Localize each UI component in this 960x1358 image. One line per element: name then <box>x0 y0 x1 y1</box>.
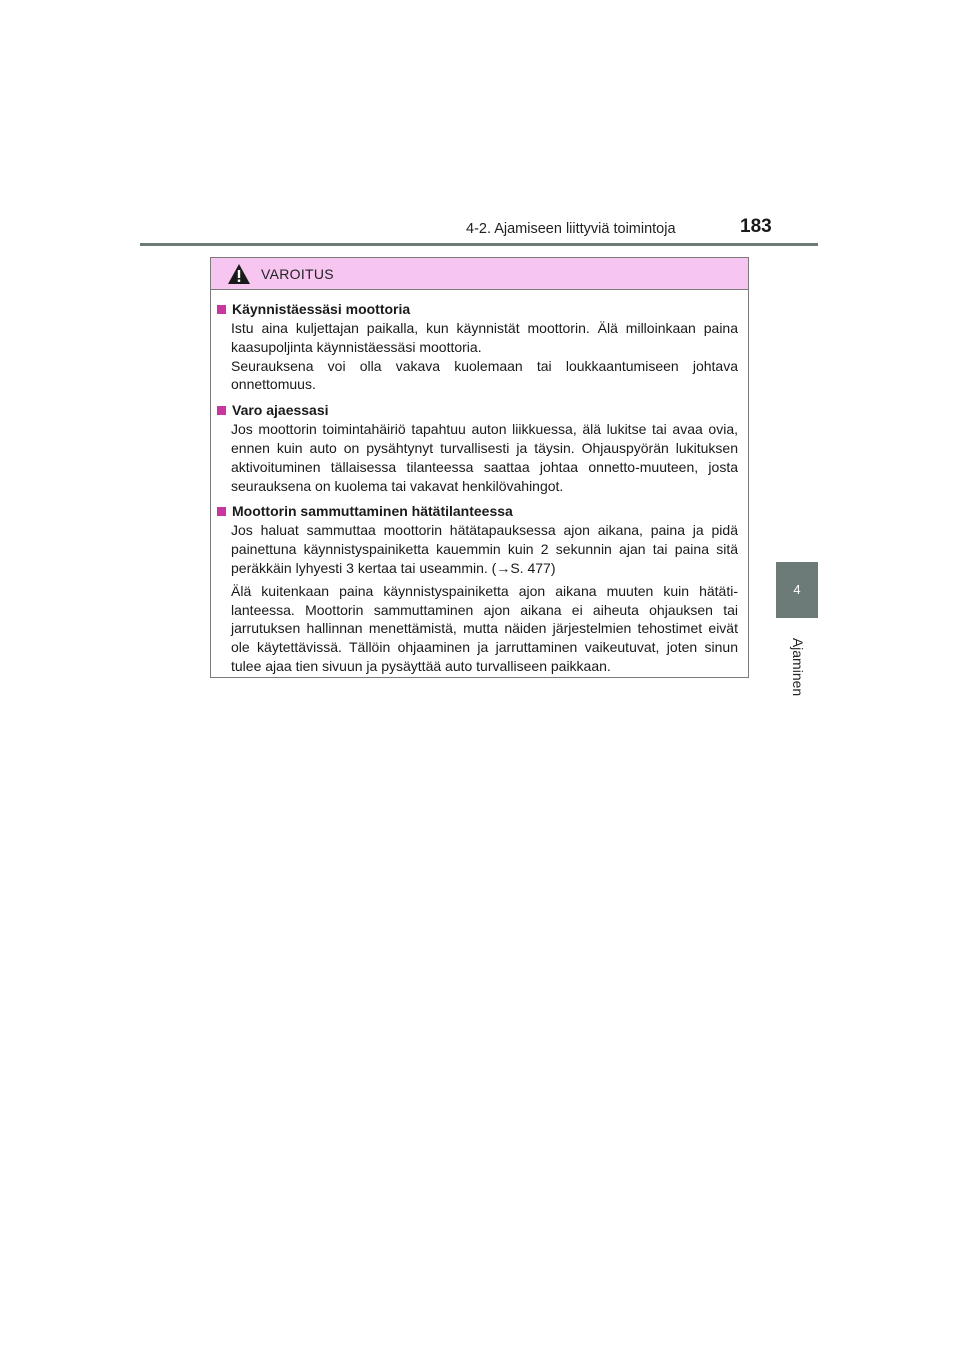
warning-section-while-driving <box>217 401 738 495</box>
warning-label: VAROITUS <box>261 265 334 282</box>
square-bullet-icon <box>217 507 226 516</box>
chapter-label: Ajaminen <box>790 637 807 697</box>
section-heading <box>217 502 738 520</box>
page-number: 183 <box>740 216 772 237</box>
warning-section-starting-engine <box>217 300 738 394</box>
section-heading <box>217 300 738 318</box>
warning-box <box>210 257 749 678</box>
warning-triangle-icon <box>227 263 251 285</box>
section-paragraph: Jos moottorin toimintahäiriö tapahtuu auton liikkuessa, älä lukitse tai avaa ovia, ennen kuin auto on pysähtynyt turvallisesti ja täysin. Ohjauspyörän lukituksen aktivoituminen tällaisessa tilanteessa saattaa johtaa onnetto-muuteen, josta seurauksena on kuolema tai vakavat henkilövahingot. <box>231 421 738 494</box>
section-heading <box>217 401 738 419</box>
warning-body <box>211 290 748 676</box>
section-title: 4-2. Ajamiseen liittyviä toimintoja <box>466 221 676 237</box>
header-divider <box>140 243 818 246</box>
section-paragraph: Seurauksena voi olla vakava kuolemaan tai loukkaantumiseen johtava onnettomuus. <box>231 357 738 393</box>
section-heading-text: Varo ajaessasi <box>232 402 329 419</box>
square-bullet-icon <box>217 406 226 415</box>
warning-header <box>211 258 748 290</box>
section-heading-text: Käynnistäessäsi moottoria <box>232 301 411 317</box>
section-heading-text: Moottorin sammuttaminen hätätilanteessa <box>232 503 513 520</box>
warning-section-emergency-stop <box>217 502 738 675</box>
square-bullet-icon <box>217 305 226 314</box>
section-paragraph: Istu aina kuljettajan paikalla, kun käynnistät moottorin. Älä milloinkaan paina kaasupoljinta käynnistäessäsi moottoria. <box>231 320 738 355</box>
section-paragraph: Älä kuitenkaan paina käynnistyspainiketta ajon aikana muuten kuin hätäti-lanteessa. Moottorin sammuttaminen ajon aikana ei aiheuta ohjauksen tai jarrutuksen hallinnan menettämistä, mutta näiden järjestelmien tehostimet eivät ole käytettävissä. Tällöin ohjaaminen ja jarruttaminen vaikeutuvat, joten sinun tulee ajaa tien sivuun ja pysäyttää auto turvalliseen paikkaan. <box>231 582 738 674</box>
chapter-tab: 4 <box>776 562 818 618</box>
section-paragraph: Jos haluat sammuttaa moottorin hätätapauksessa ajon aikana, paina ja pidä painettuna käynnistyspainiketta kauemmin kuin 2 sekunnin ajan tai paina sitä peräkkäin lyhyesti 3 kertaa tai useammin. (→S. 477) <box>231 522 738 576</box>
